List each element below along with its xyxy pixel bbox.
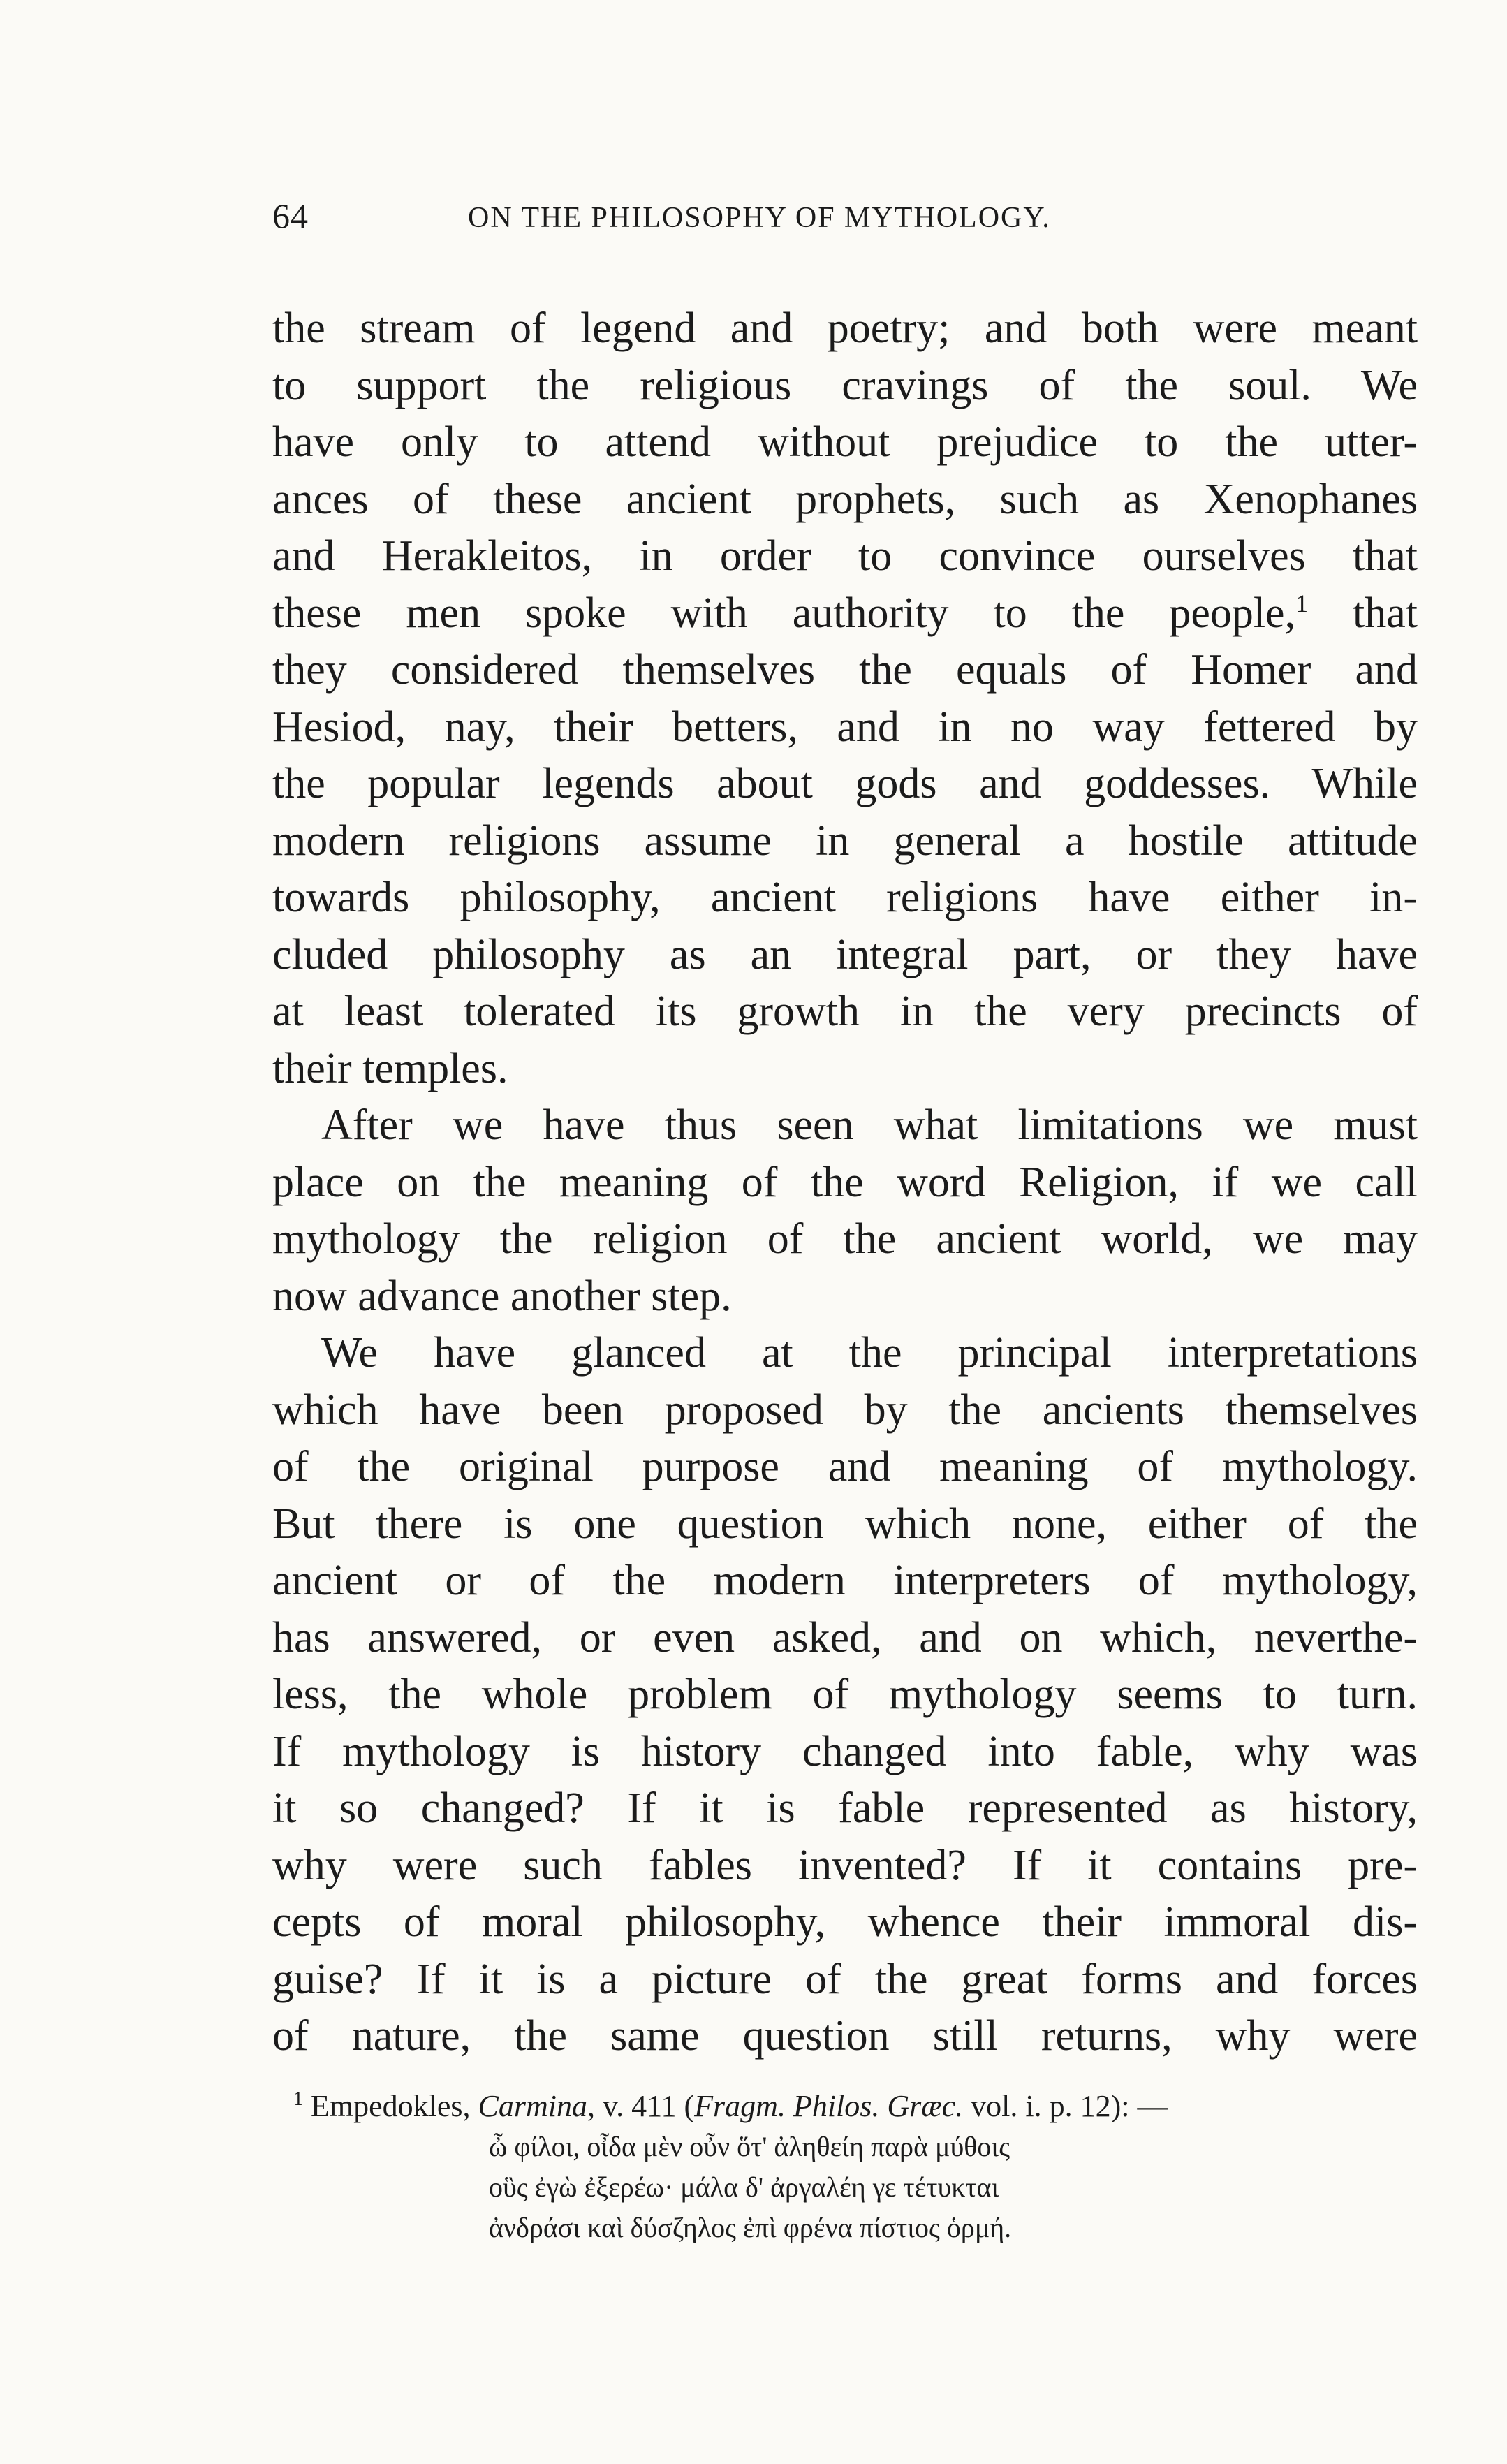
body-text	[272, 300, 1418, 2065]
footnote-text: Empedokles,	[303, 2088, 478, 2123]
text-line: at least tolerated its growth in the very precincts of	[272, 988, 1418, 1035]
footnote-marker: 1	[293, 2088, 303, 2110]
text-line: guise? If it is a picture of the great forms and forces	[272, 1955, 1418, 2003]
text-line: which have been proposed by the ancients themselves	[272, 1386, 1418, 1434]
text-line: of nature, the same question still returns, why were	[272, 2012, 1418, 2060]
text-line: ancient or of the modern interpreters of mythology,	[272, 1557, 1418, 1604]
text-line: mythology the religion of the ancient world, we may	[272, 1215, 1418, 1263]
text-line: their temples.	[272, 1044, 508, 1092]
text-line: less, the whole problem of mythology seems to turn.	[272, 1671, 1418, 1718]
page-number: 64	[272, 196, 309, 235]
running-header	[272, 196, 1418, 244]
text-line: cluded philosophy as an integral part, or they have	[272, 930, 1418, 978]
footnote-text: vol. i. p. 12): —	[963, 2088, 1168, 2123]
footnote-work-title: Carmina	[478, 2088, 587, 2123]
book-page	[272, 196, 1418, 2248]
text-line: has answered, or even asked, and on which, neverthe-	[272, 1613, 1418, 1662]
text-line: to support the religious cravings of the soul. We	[272, 361, 1418, 409]
footnote-greek-line: ὦ φίλοι, οἶδα μὲν οὖν ὅτ' ἀληθείη παρὰ μύθοις	[489, 2130, 1010, 2162]
text-line: of the original purpose and meaning of mythology.	[272, 1443, 1418, 1490]
footnote-greek-line: ἀνδράσι καὶ δύσζηλος ἐπὶ φρένα πίστιος ὁρμή.	[489, 2211, 1012, 2243]
text-line: place on the meaning of the word Religion, if we call	[272, 1158, 1418, 1206]
text-line: But there is one question which none, either of the	[272, 1499, 1418, 1548]
text-line-part: that	[1308, 589, 1418, 637]
text-line-part: these men spoke with authority to the people,	[272, 589, 1296, 637]
footnote	[272, 2086, 1418, 2248]
footnote-citation	[272, 2086, 1418, 2127]
text-line: have only to attend without prejudice to the utter-	[272, 418, 1418, 466]
footnote-reference: 1	[1295, 589, 1309, 617]
text-line: Hesiod, nay, their betters, and in no way fettered by	[272, 703, 1418, 751]
text-line: it so changed? If it is fable represented as history,	[272, 1784, 1418, 1832]
text-line: If mythology is history changed into fable, why was	[272, 1727, 1418, 1775]
text-line: towards philosophy, ancient religions have either in-	[272, 874, 1418, 921]
text-line: modern religions assume in general a hostile attitude	[272, 816, 1418, 865]
footnote-text: , v. 411 (	[587, 2088, 695, 2123]
text-line: After we have thus seen what limitations we must	[321, 1101, 1418, 1149]
text-line: now advance another step.	[272, 1272, 732, 1320]
running-title: ON THE PHILOSOPHY OF MYTHOLOGY.	[468, 202, 1051, 234]
text-line: the popular legends about gods and goddesses. While	[272, 760, 1418, 807]
text-line: cepts of moral philosophy, whence their immoral dis-	[272, 1898, 1418, 1946]
footnote-source-title: Fragm. Philos. Græc.	[694, 2088, 964, 2123]
text-line: they considered themselves the equals of Homer and	[272, 646, 1418, 694]
text-line: We have glanced at the principal interpretations	[321, 1329, 1418, 1377]
text-line: ances of these ancient prophets, such as Xenophanes	[272, 475, 1418, 523]
text-line: the stream of legend and poetry; and both were meant	[272, 305, 1418, 352]
text-line: why were such fables invented? If it contains pre-	[272, 1841, 1418, 1889]
footnote-greek-line: οὓς ἐγὼ ἐξερέω· μάλα δ' ἀργαλέη γε τέτυκται	[489, 2171, 999, 2203]
text-line-footnote-ref	[272, 585, 1418, 643]
text-line: and Herakleitos, in order to convince ourselves that	[272, 532, 1418, 580]
